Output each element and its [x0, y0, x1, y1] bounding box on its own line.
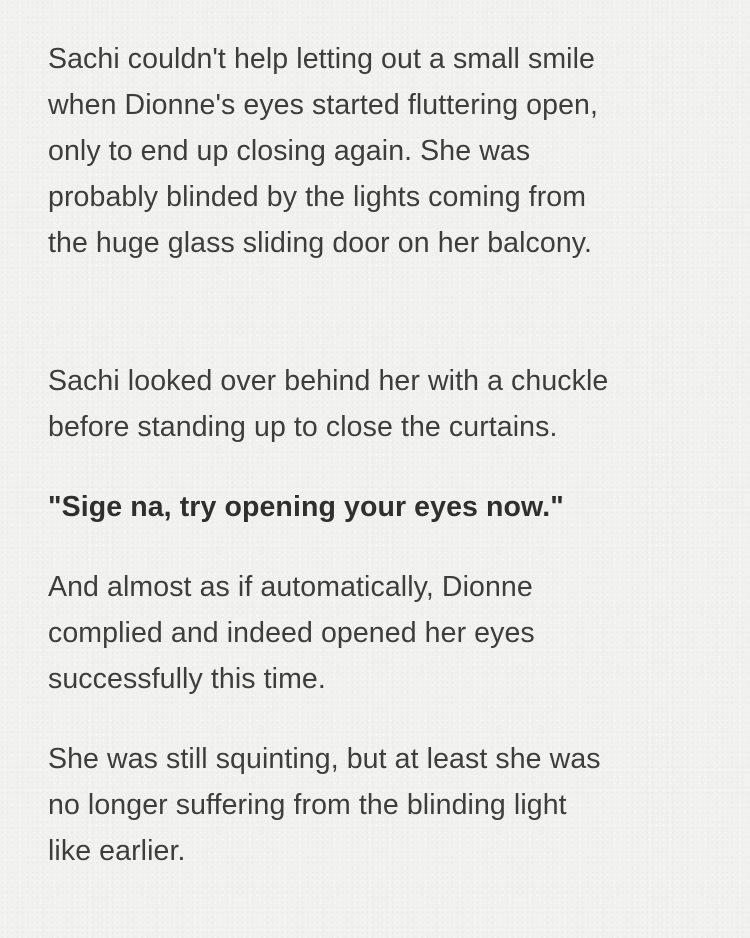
story-line: Sachi looked over behind her with a chuckle [48, 365, 609, 397]
story-line: before standing up to close the curtains. [48, 411, 558, 443]
story-line: only to end up closing again. She was [48, 135, 531, 167]
story-line: the huge glass sliding door on her balcony. [48, 227, 593, 259]
story-line: probably blinded by the lights coming from [48, 181, 587, 213]
story-line: Sachi couldn't help letting out a small smile [48, 43, 595, 75]
story-paragraph-1 [48, 36, 710, 266]
story-line: She was still squinting, but at least she was [48, 743, 601, 775]
story-line: successfully this time. [48, 663, 326, 695]
story-paragraph-4 [48, 564, 710, 702]
story-line: no longer suffering from the blinding light [48, 789, 567, 821]
story-paragraph-5 [48, 736, 710, 874]
story-line: like earlier. [48, 835, 186, 867]
story-paragraph-2 [48, 358, 710, 450]
dialogue-line [48, 484, 710, 530]
story-line: complied and indeed opened her eyes [48, 617, 535, 649]
story-line: And almost as if automatically, Dionne [48, 571, 533, 603]
story-line: "Sige na, try opening your eyes now." [48, 491, 564, 523]
story-line: when Dionne's eyes started fluttering open, [48, 89, 598, 121]
